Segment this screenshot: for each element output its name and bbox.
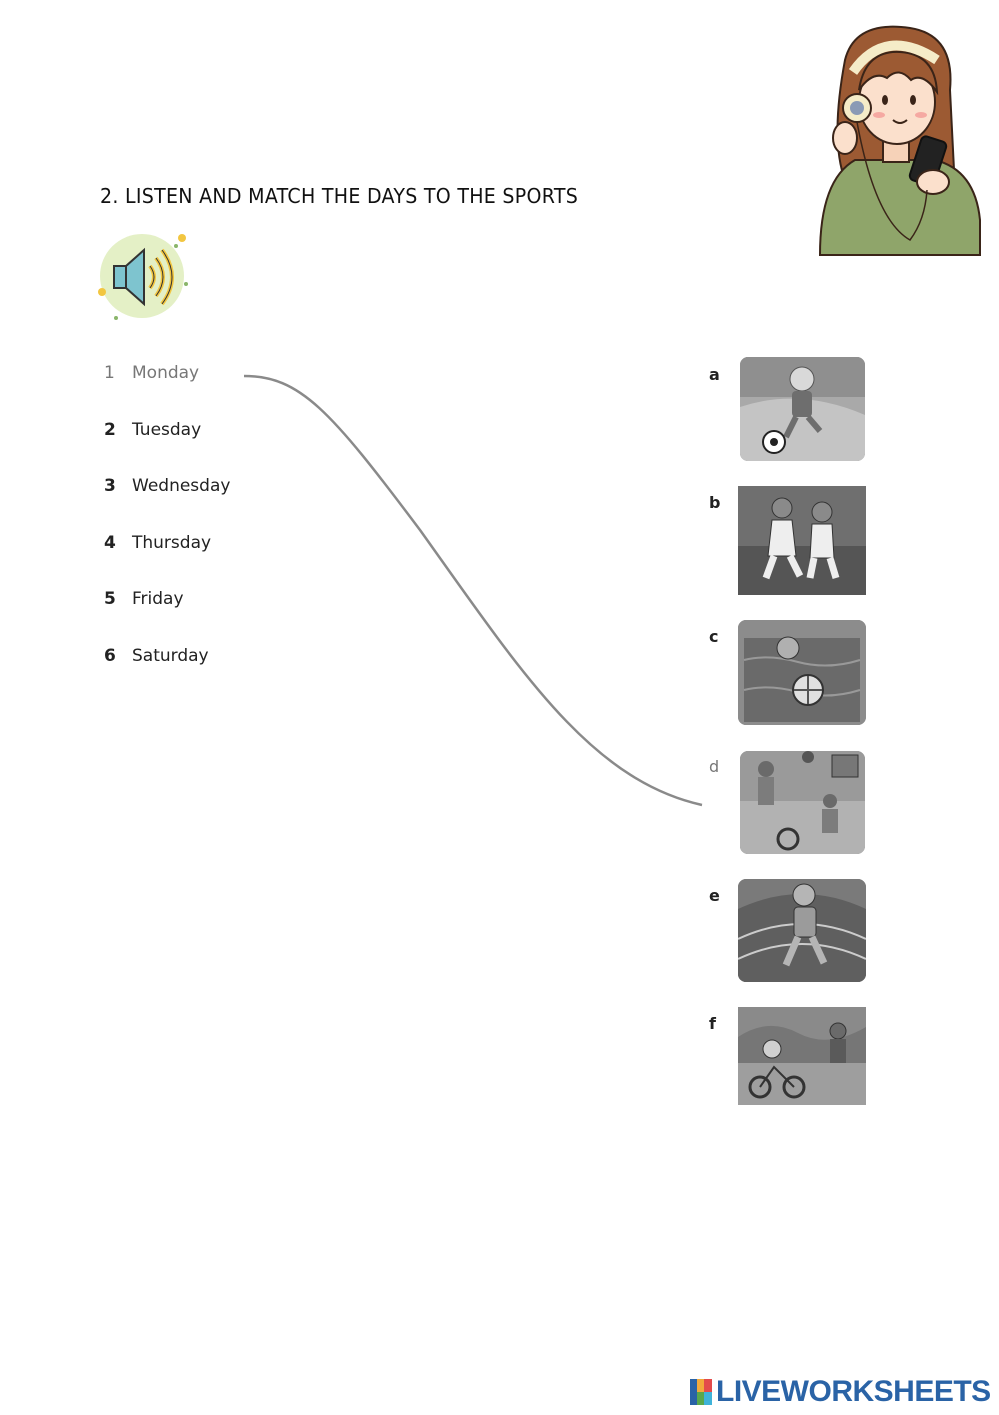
day-item-thursday[interactable] — [104, 531, 211, 555]
day-label: Monday — [132, 363, 200, 383]
sport-picture-karate[interactable] — [738, 486, 866, 595]
speaker-icon — [98, 232, 190, 324]
day-label: Saturday — [132, 646, 209, 666]
day-item-saturday[interactable] — [104, 644, 209, 668]
day-label: Thursday — [132, 533, 212, 553]
sport-letter-a: a — [709, 365, 720, 384]
liveworksheets-badge-icon — [690, 1379, 712, 1405]
sport-letter-d: d — [709, 757, 720, 776]
day-number: 3 — [104, 476, 116, 496]
day-item-tuesday[interactable] — [104, 418, 201, 442]
sport-picture-football[interactable] — [740, 357, 865, 461]
day-label: Wednesday — [132, 476, 231, 496]
sport-letter-b: b — [709, 493, 721, 512]
day-item-wednesday[interactable] — [104, 474, 230, 498]
girl-with-headphones-illustration — [815, 20, 985, 265]
worksheet-title: 2. LISTEN AND MATCH THE DAYS TO THE SPORTS — [100, 184, 579, 208]
day-number: 1 — [104, 363, 115, 383]
logo-text: LIVEWORKSHEETS — [716, 1375, 991, 1408]
day-item-monday[interactable] — [104, 361, 199, 385]
sport-letter-f: f — [709, 1014, 716, 1033]
sport-letter-c: c — [709, 627, 719, 646]
sport-picture-swimming[interactable] — [738, 620, 866, 725]
sport-picture-cycling[interactable] — [738, 1007, 866, 1105]
sport-picture-running[interactable] — [738, 879, 866, 982]
day-number: 2 — [104, 420, 116, 440]
day-number: 5 — [104, 589, 116, 609]
day-number: 4 — [104, 533, 116, 553]
day-label: Tuesday — [132, 420, 202, 440]
day-number: 6 — [104, 646, 116, 666]
day-item-friday[interactable] — [104, 587, 184, 611]
liveworksheets-logo — [690, 1374, 991, 1410]
day-label: Friday — [132, 589, 184, 609]
sport-picture-basketball[interactable] — [740, 751, 865, 854]
audio-play-button[interactable] — [98, 232, 190, 324]
sport-letter-e: e — [709, 886, 720, 905]
